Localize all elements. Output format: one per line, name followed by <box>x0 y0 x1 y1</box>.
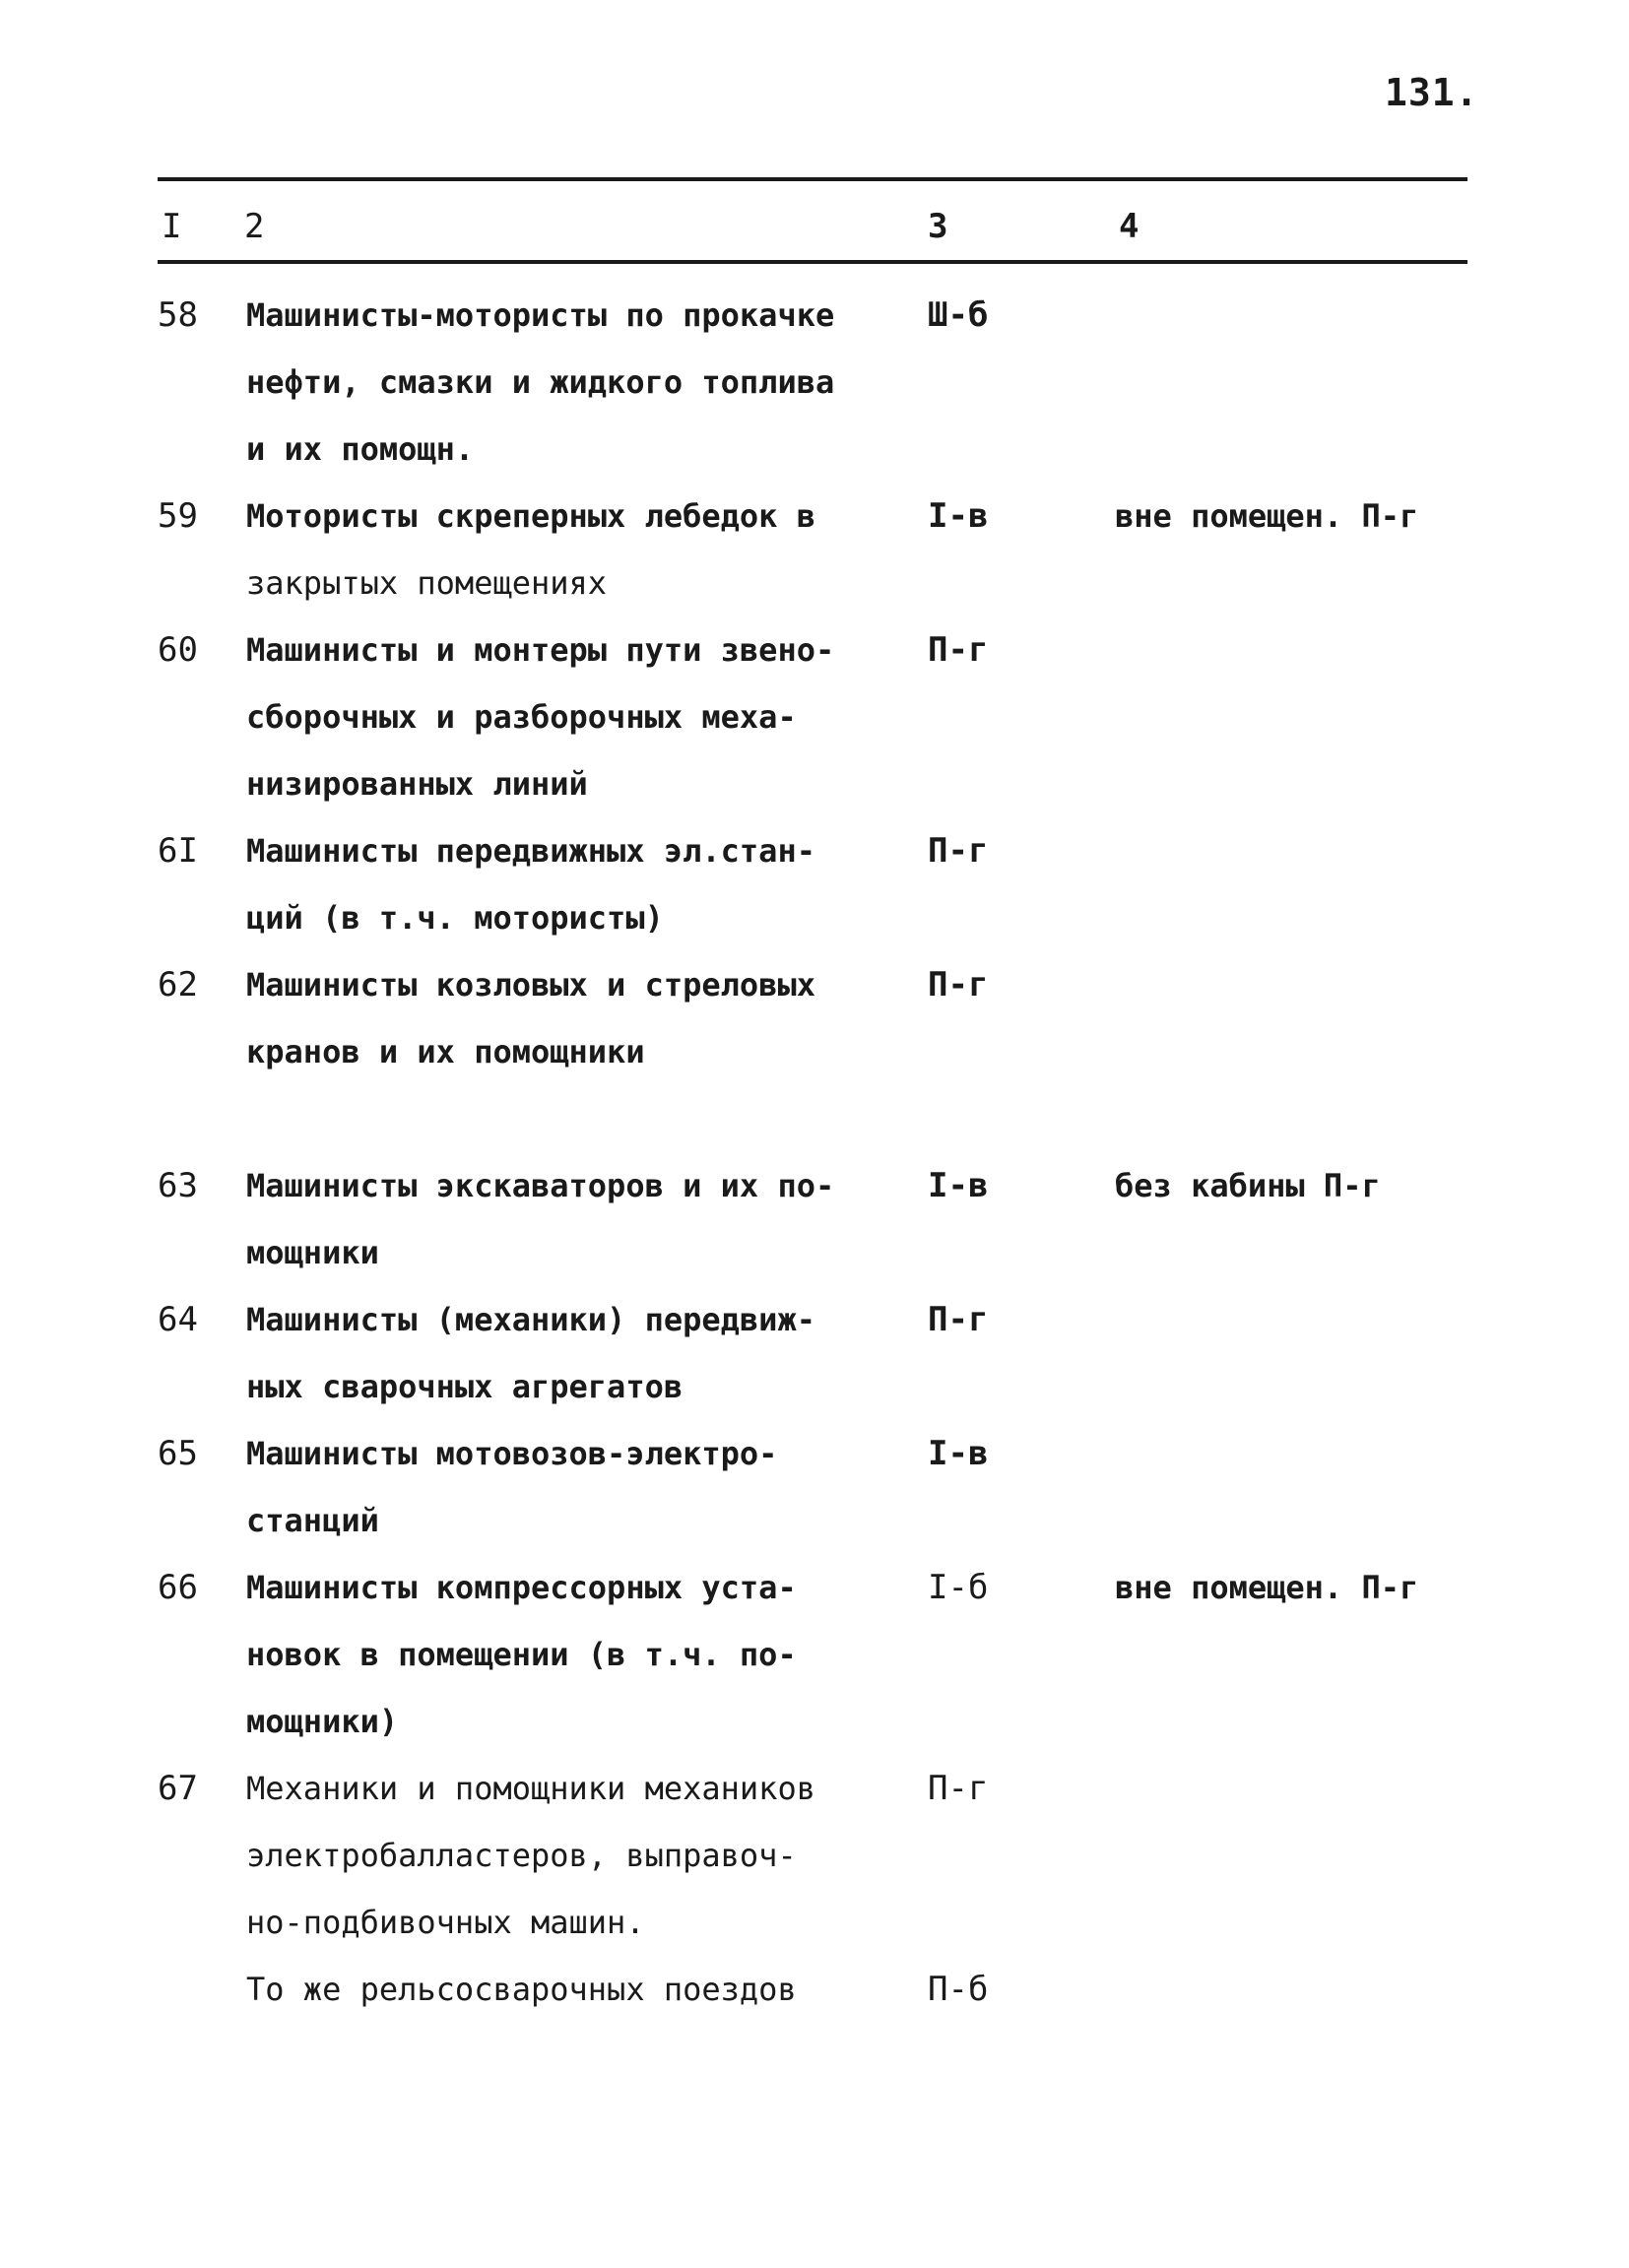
row-class: П-б <box>928 1970 989 2009</box>
row-number: 6I <box>158 831 198 871</box>
description-line: Машинисты экскаваторов и их по- <box>246 1167 835 1204</box>
row-number: 62 <box>158 965 198 1004</box>
row-description <box>246 951 906 1085</box>
description-line: нефти, смазки и жидкого топлива <box>246 363 835 401</box>
description-line: Машинисты-мотористы по прокачке <box>246 296 835 334</box>
page-number: 131. <box>1385 71 1479 114</box>
description-line: и их помощн. <box>246 430 475 468</box>
description-line: ций (в т.ч. мотористы) <box>246 899 664 937</box>
description-line: но-подбивочных машин. <box>246 1904 645 1941</box>
description-line: Машинисты козловых и стреловых <box>246 966 815 1004</box>
description-line: низированных линий <box>246 765 588 803</box>
row-number: 67 <box>158 1769 198 1808</box>
header-col-4: 4 <box>1119 207 1140 246</box>
row-class: Ш-б <box>928 295 989 335</box>
description-line: станций <box>246 1502 379 1539</box>
header-col-1: I <box>162 207 182 246</box>
description-line: То же рельсосварочных поездов <box>246 1971 797 2008</box>
row-description <box>246 483 906 616</box>
description-line: сборочных и разборочных меха- <box>246 698 797 736</box>
description-line: электробалластеров, выправоч- <box>246 1837 797 1874</box>
row-description <box>246 1420 906 1554</box>
row-note: вне помещен. П-г <box>1115 1569 1419 1606</box>
description-line: Машинисты передвижных эл.стан- <box>246 832 815 870</box>
header-col-3: 3 <box>928 207 948 246</box>
row-number: 58 <box>158 295 198 335</box>
description-line: новок в помещении (в т.ч. по- <box>246 1636 797 1673</box>
row-number: 65 <box>158 1434 198 1473</box>
table-top-rule <box>158 177 1467 181</box>
description-line: кранов и их помощники <box>246 1033 645 1070</box>
row-number: 63 <box>158 1166 198 1205</box>
row-note: вне помещен. П-г <box>1115 497 1419 535</box>
description-line: закрытых помещениях <box>246 564 608 602</box>
description-line: Машинисты компрессорных уста- <box>246 1569 797 1606</box>
row-description <box>246 282 906 483</box>
row-description <box>246 1286 906 1420</box>
row-class: П-г <box>928 1300 989 1339</box>
row-class: I-в <box>928 1434 989 1473</box>
row-number: 66 <box>158 1568 198 1607</box>
row-note: без кабины П-г <box>1115 1167 1381 1204</box>
header-col-2: 2 <box>244 207 265 246</box>
row-number: 60 <box>158 630 198 670</box>
table-header-rule <box>158 260 1467 264</box>
description-line: мощники) <box>246 1703 399 1740</box>
row-class: П-г <box>928 1769 989 1808</box>
description-line: мощники <box>246 1234 379 1271</box>
row-description <box>246 1755 906 1956</box>
row-class: П-г <box>928 630 989 670</box>
description-line: Машинисты и монтеры пути звено- <box>246 631 835 669</box>
row-class: I-в <box>928 496 989 536</box>
row-description <box>246 616 906 817</box>
row-description <box>246 817 906 951</box>
row-description <box>246 1956 906 2023</box>
description-line: Машинисты мотовозов-электро- <box>246 1435 778 1472</box>
row-class: П-г <box>928 831 989 871</box>
description-line: ных сварочных агрегатов <box>246 1368 684 1405</box>
row-class: I-в <box>928 1166 989 1205</box>
description-line: Мотористы скреперных лебедок в <box>246 497 815 535</box>
table-header <box>0 207 1629 254</box>
row-number: 64 <box>158 1300 198 1339</box>
row-description <box>246 1152 906 1286</box>
row-description <box>246 1554 906 1755</box>
description-line: Машинисты (механики) передвиж- <box>246 1301 815 1338</box>
row-number: 59 <box>158 496 198 536</box>
description-line: Механики и помощники механиков <box>246 1770 815 1807</box>
row-class: П-г <box>928 965 989 1004</box>
row-class: I-б <box>928 1568 989 1607</box>
